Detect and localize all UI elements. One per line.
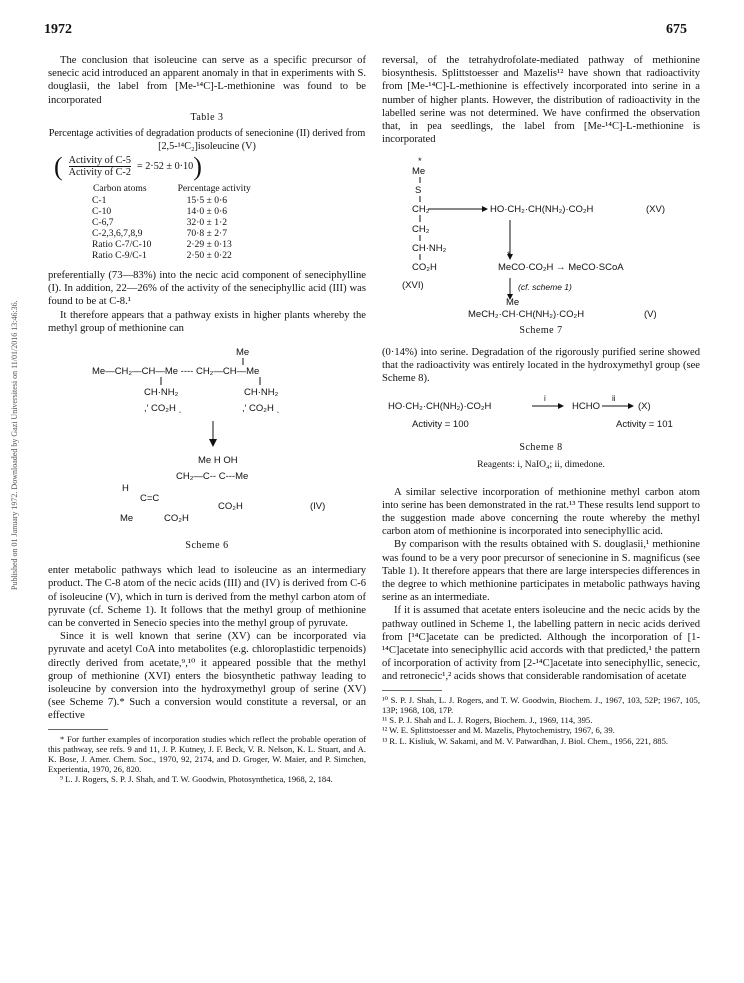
table-row — [92, 239, 281, 250]
scheme6-caption: Scheme 6 — [185, 540, 229, 552]
svg-text:C=C: C=C — [140, 493, 160, 505]
table3-caption: Percentage activities of degradation products of senecionine (II) derived from [2,5-¹⁴C₂]isoleucine (V) — [48, 128, 366, 152]
scheme7-iso: MeCH₂·CH·CH(NH₂)·CO₂H — [468, 309, 585, 321]
scheme8-reagents: Reagents: i, NaIO₄; ii, dimedone. — [477, 459, 605, 471]
ratio-numerator: Activity of C-5 — [68, 155, 131, 167]
svg-text:CO₂H: CO₂H — [164, 513, 189, 525]
table-cell: 14·0 ± 0·6 — [186, 206, 227, 218]
scheme8-caption: Scheme 8 — [519, 442, 563, 454]
right-para-1: reversal, of the tetrahydrofolate-mediated pathway of methionine biosynthesis. Splittstoesser and Mazelis¹² have shown that radioactivity from [Me-¹⁴C]-L-methionine is effectively incorporated into serine in a number of higher plants. However, the distribution of radioactivity in the labelled serine was not determined. We have confirmed the observation that, in pea seedlings, the label from [Me-¹⁴C]-L-methionine is incorporated — [382, 55, 700, 146]
svg-text:,′ CO₂H ˎ: ,′ CO₂H ˎ — [144, 403, 182, 415]
left-para-1: The conclusion that isoleucine can serve as a specific precursor of senecic acid introduced an apparent anomaly in that in experiments with S. douglasii, the label from [Me-¹⁴C]-L-methionine was found to be incorporated — [48, 55, 366, 106]
right-column — [382, 54, 700, 746]
table-row — [92, 206, 281, 217]
table3-ratio: ( $\frac{\text{Activity of C-5}}{\text{Activity of C-2}}$ = 2·52 ± 0·10 ) — [54, 151, 202, 181]
svg-text:CH·NH₂: CH·NH₂ — [144, 387, 179, 399]
reference-11: ¹¹ S. P. J. Shah and L. J. Rogers, Biochem. J., 1969, 114, 395. — [382, 715, 593, 726]
table-cell: 70·8 ± 2·7 — [186, 228, 227, 240]
table-row — [92, 228, 281, 239]
svg-text:*: * — [418, 156, 422, 168]
reference-12: ¹² W. E. Splittstoesser and M. Mazelis, Phytochemistry, 1967, 6, 39. — [382, 725, 615, 736]
scheme7-serine: HO·CH₂·CH(NH₂)·CO₂H — [490, 204, 594, 216]
scheme8-activity-right: Activity = 101 — [616, 419, 673, 431]
table-cell: Ratio C-7/C-10 — [92, 239, 152, 251]
table3 — [92, 182, 281, 261]
reference-10: ¹⁰ S. P. J. Shah, L. J. Rogers, and T. W. Goodwin, Biochem. J., 1967, 103, 52P; 1967, 105, 13P; 1968, 108, 17P. — [382, 694, 700, 715]
page-number: 675 — [666, 22, 687, 37]
svg-text:Me H OH: Me H OH — [198, 455, 238, 467]
svg-text:CH₂—C-- C---Me: CH₂—C-- C---Me — [176, 471, 249, 483]
table-cell: 2·50 ± 0·22 — [186, 250, 232, 262]
scheme8-activity-left: Activity = 100 — [412, 419, 469, 431]
table-cell: C-6,7 — [92, 217, 114, 229]
table-cell: C-1 — [92, 195, 107, 207]
scheme8-step-i: i — [544, 394, 546, 404]
reference-13: ¹³ R. L. Kisliuk, W. Sakami, and M. V. Patwardhan, J. Biol. Chem., 1956, 221, 885. — [382, 735, 669, 746]
table-row — [92, 195, 281, 206]
table-cell: Ratio C-9/C-1 — [92, 250, 147, 262]
table3-title: Table 3 — [190, 111, 224, 123]
scheme7-v: (V) — [644, 309, 657, 321]
ratio-denominator: Activity of C-2 — [68, 167, 131, 179]
table3-header: Percentage activity — [177, 183, 251, 195]
svg-text:CO₂H: CO₂H — [412, 262, 437, 274]
footnote-star: * For further examples of incorporation studies which reflect the probable operation of this pathway, see refs. 9 and 11, J. P. Kutney, J. F. Beck, V. R. Nelson, K. L. Stuart, and A. K. Bose, J. Amer. Chem. Soc., 1970, 92, 2174, and D. Groger, W. Maier, and P. Simchen, Experientia, 1970, 26, 820. — [48, 733, 366, 775]
right-para-3: A similar selective incorporation of methionine methyl carbon atom into serine has been demonstrated in the rat.¹³ These results lend support to the suggestion made above concerning the route whereby the methyl carbon atom of methionine is incorporated into seneciphyllic acid. — [382, 486, 700, 538]
table-cell: C-2,3,6,7,8,9 — [92, 228, 143, 240]
footnote-9: ⁹ L. J. Rogers, S. P. J. Shah, and T. W. Goodwin, Photosynthetica, 1968, 2, 184. — [60, 774, 333, 785]
scheme7-cf: (cf. scheme 1) — [518, 282, 572, 293]
table-cell: 32·0 ± 1·2 — [186, 217, 227, 229]
svg-text:CH·NH₂: CH·NH₂ — [244, 387, 279, 399]
svg-text:CH₂: CH₂ — [412, 204, 430, 216]
svg-text:Me: Me — [236, 347, 250, 359]
svg-text:*: * — [507, 250, 511, 262]
scheme8-hcho: HCHO — [572, 401, 600, 413]
page-year: 1972 — [44, 22, 72, 37]
table-cell: 15·5 ± 0·6 — [186, 195, 227, 207]
scheme7-caption: Scheme 7 — [519, 325, 563, 337]
left-para-3: It therefore appears that a pathway exists in higher plants whereby the methyl group of methionine can — [48, 309, 366, 334]
table-row — [92, 250, 281, 261]
svg-text:Me—CH₂—CH—Me ---- CH₂—CH—Me: Me—CH₂—CH—Me ---- CH₂—CH—Me — [92, 366, 260, 378]
svg-text:CH₂: CH₂ — [412, 224, 430, 236]
scheme8-diagram — [382, 393, 700, 437]
footnote-rule — [48, 729, 108, 730]
svg-text:S: S — [415, 185, 422, 197]
svg-text:,′ CO₂H ˎ: ,′ CO₂H ˎ — [242, 403, 280, 415]
scheme7-xv: (XV) — [646, 204, 665, 216]
scheme8-step-ii: ii — [612, 394, 616, 404]
svg-text:Me: Me — [120, 513, 134, 525]
side-note: Published on 01 January 1972. Downloaded by Gazi Universitesi on 11/01/2016 13:46:36. — [10, 300, 19, 590]
right-para-2: (0·14%) into serine. Degradation of the rigorously purified serine showed that the radioactivity was entirely located in the hydroxymethyl group (see Scheme 8). — [382, 346, 700, 385]
svg-text:CO₂H: CO₂H — [218, 501, 243, 513]
right-para-4: By comparison with the results obtained with S. douglasii,¹ methionine was found to be a very poor precursor of senecionine in S. magnificus (see Table 1). It therefore appears that there are large interspecies differences in the degree to which methionine participates in metabolic pathways having serine as an intermediate. — [382, 539, 700, 604]
table-cell: 2·29 ± 0·13 — [186, 239, 232, 251]
right-para-5: If it is assumed that acetate enters isoleucine and the necic acids by the pathway outlined in Scheme 1, the labelling pattern in necic acids derived from [¹⁴C]acetate can be predicted. Although the incorporation of [1-¹⁴C]acetate into seneciphyllic acid accords with that predicted,¹ the pattern of incorporation of activity from [2-¹⁴C]acetate into seneciphyllic, senecic, and retronecic¹,² acids shows that considerable randomisation of acetate — [382, 605, 700, 683]
ratio-value: = 2·52 ± 0·10 — [136, 161, 194, 173]
scheme7-xvi: (XVI) — [402, 280, 424, 292]
scheme8-product: (X) — [638, 401, 651, 413]
scheme8-serine: HO·CH₂·CH(NH₂)·CO₂H — [388, 401, 492, 413]
table-cell: C-10 — [92, 206, 112, 218]
scheme7-acetyl: MeCO·CO₂H → MeCO·SCoA — [498, 262, 624, 274]
scheme6-label: (IV) — [310, 501, 326, 513]
scheme7-diagram — [382, 150, 700, 320]
left-column — [48, 54, 366, 785]
reference-rule — [382, 690, 442, 691]
scheme6-diagram — [48, 341, 366, 541]
svg-text:CH·NH₂: CH·NH₂ — [412, 243, 447, 255]
left-para-4: enter metabolic pathways which lead to isoleucine as an intermediary product. The C-8 atom of the necic acids (III) and (IV) is derived from C-6 of isoleucine (V), which in turn is derived from the methyl carbon atom of pyruvate (cf. Scheme 1). It follows that the methyl group of methionine can be converted in Senecio species into the methyl group of pyruvate. — [48, 565, 366, 630]
svg-text:H: H — [122, 483, 129, 495]
table3-header: Carbon atoms — [93, 183, 147, 195]
left-para-2: preferentially (73—83%) into the necic acid component of seneciphylline (I). In addition, 22—26% of the activity of the seneciphyllic acid (III) was found to be at C-8.¹ — [48, 270, 366, 308]
left-para-5: Since it is well known that serine (XV) can be incorporated via pyruvate and acetyl CoA into metabolites (e.g. chloroplastidic terpenoids) directly derived from acetate,⁹,¹⁰ it appeared possible that the methyl group of methionine (XVI) enters the biosynthetic pathway leading to isoleucine by conversion into the hydroxymethyl group of serine (XV) (see Scheme 7).* Such a conversion would constitute a reversal, or an effective — [48, 631, 366, 722]
svg-text:Me: Me — [412, 166, 426, 178]
table-row — [92, 217, 281, 228]
svg-text:Me: Me — [506, 297, 520, 309]
